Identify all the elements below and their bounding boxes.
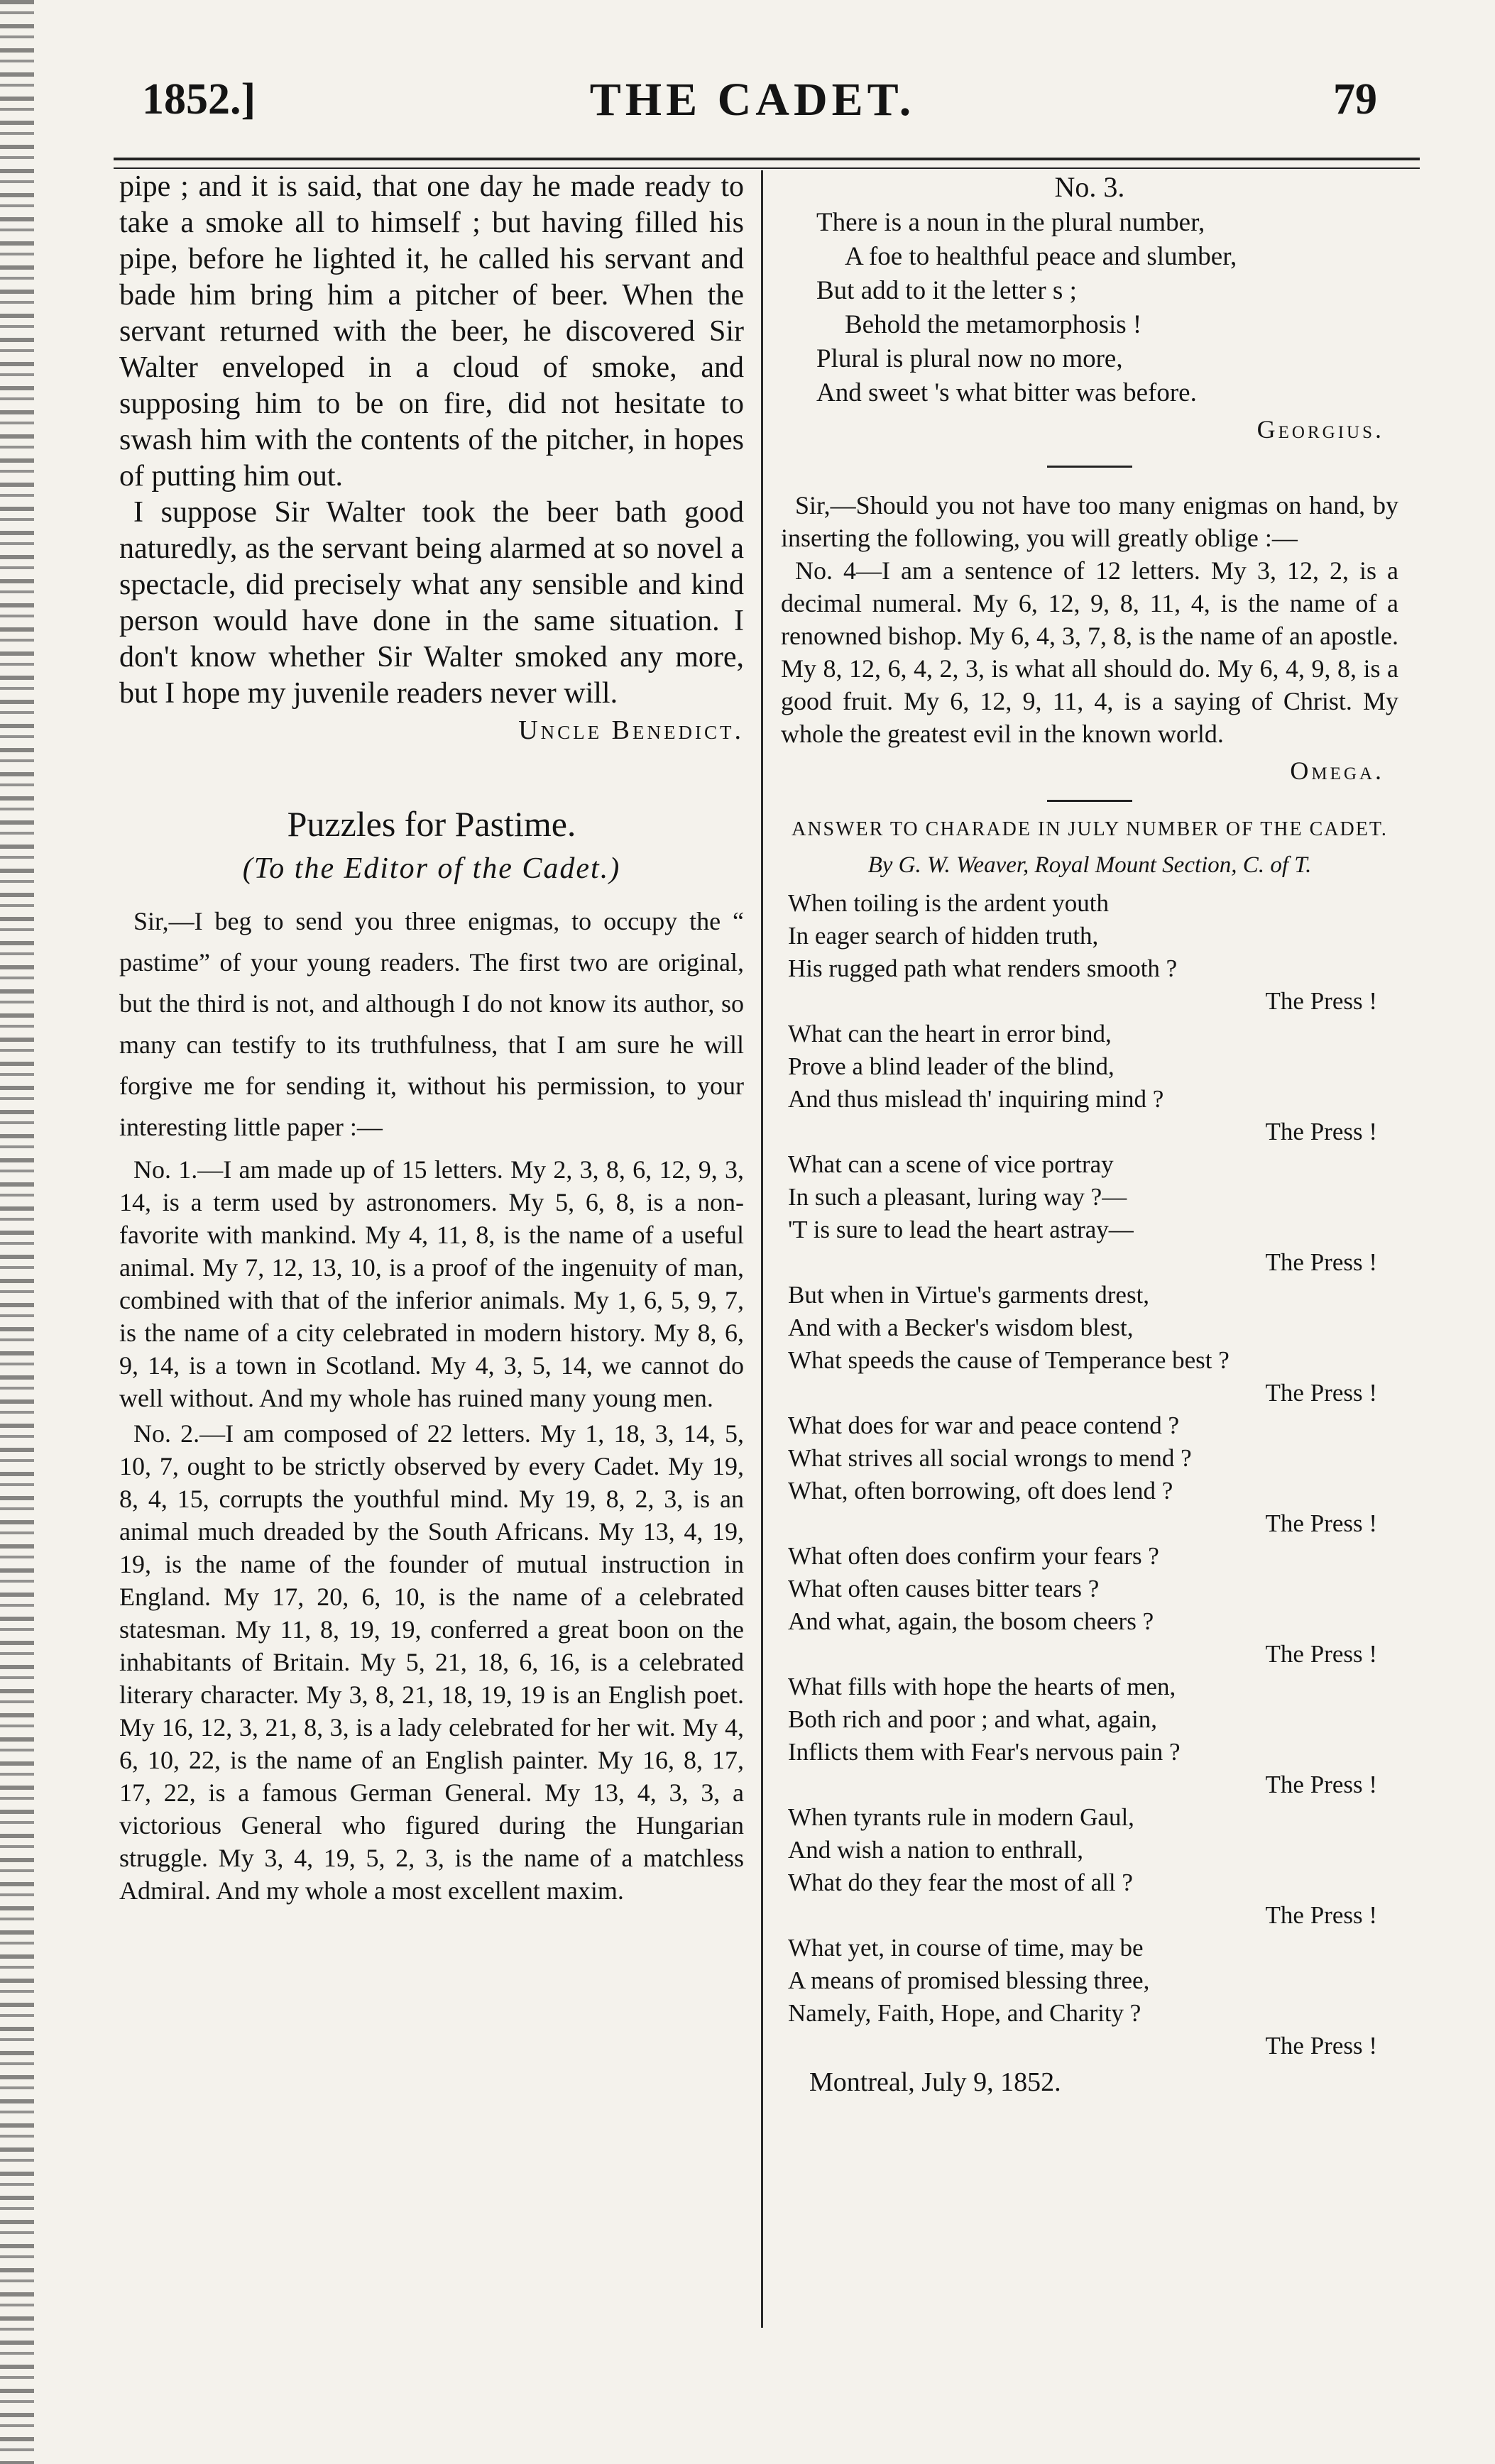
verse-line: What does for war and peace contend ? <box>788 1412 1179 1439</box>
story-paragraph: pipe ; and it is said, that one day he made ready to take a smoke all to himself ; but having filled his pipe, before he lighted it, he called his servant and bade him bring him a pitcher of beer. When the servant returned with the beer, he discovered Sir Walter enveloped in a cloud of smoke, and supposing him to be on fire, did not hesitate to swash him with the contents of the pitcher, in hopes of putting him out. <box>119 170 744 493</box>
story-signature: Uncle Benedict. <box>518 715 744 745</box>
enigma-2: No. 2.—I am composed of 22 letters. My 1, 18, 3, 14, 5, 10, 7, ought to be strictly observed by every Cadet. My 19, 8, 4, 15, corrupts the youthful mind. My 19, 8, 2, 3, is an animal much dreaded by the South Africans. My 13, 4, 19, 19, is the name of the founder of mutual instruction in England. My 17, 20, 6, 10, is the name of a celebrated statesman. My 11, 8, 19, 19, conferred a great boon on the inhabitants of Britain. My 5, 21, 18, 6, 16, is a celebrated literary character. My 3, 8, 21, 18, 19, 19 is an English poet. My 16, 12, 3, 21, 8, 3, is a lady celebrated for her wit. My 4, 6, 10, 22, is the name of an English painter. My 16, 8, 17, 17, 22, is a famous German General. My 13, 4, 3, 3, a victorious General who figured during the Hungarian struggle. My 3, 4, 19, 5, 2, 3, is the name of a matchless Admiral. And my whole a most excellent maxim. <box>119 1419 744 1905</box>
refrain: The Press ! <box>1265 1640 1377 1668</box>
verse-line: Both rich and poor ; and what, again, <box>788 1705 1158 1733</box>
stanza <box>788 1148 1398 1279</box>
section-heading: Puzzles for Pastime. <box>287 804 576 844</box>
refrain: The Press ! <box>1265 1901 1377 1929</box>
verse-line: What strives all social wrongs to mend ? <box>788 1444 1192 1472</box>
stanza <box>788 1540 1398 1671</box>
page-binding-edge <box>0 0 34 2464</box>
verse-line: And thus mislead th' inquiring mind ? <box>788 1085 1164 1113</box>
header-title: THE CADET. <box>589 74 916 126</box>
section-subheading: (To the Editor of the Cadet.) <box>242 852 621 885</box>
dateline: Montreal, July 9, 1852. <box>809 2067 1061 2097</box>
enigma-3-label: No. 3. <box>1054 171 1125 203</box>
refrain: The Press ! <box>1265 1248 1377 1276</box>
omega-letter: Sir,—Should you not have too many enigmas on hand, by inserting the following, you will greatly oblige :— <box>781 491 1398 552</box>
verse-line: When tyrants rule in modern Gaul, <box>788 1803 1134 1831</box>
verse-line: Prove a blind leader of the blind, <box>788 1052 1115 1080</box>
refrain: The Press ! <box>1265 1771 1377 1798</box>
verse-line: What do they fear the most of all ? <box>788 1869 1133 1896</box>
right-column <box>781 169 1398 2099</box>
verse-line: 'T is sure to lead the heart astray— <box>788 1216 1134 1243</box>
stanza <box>788 1801 1398 1932</box>
verse-line: Namely, Faith, Hope, and Charity ? <box>788 1999 1141 2027</box>
refrain: The Press ! <box>1265 1509 1377 1537</box>
stanza <box>788 1932 1398 2062</box>
header-year: 1852.] <box>142 75 256 123</box>
stanza <box>788 1018 1398 1148</box>
stanza <box>788 1409 1398 1540</box>
refrain: The Press ! <box>1265 1118 1377 1145</box>
left-column <box>119 169 744 1907</box>
verse-line: Behold the metamorphosis ! <box>845 310 1142 339</box>
verse-line: What often does confirm your fears ? <box>788 1542 1159 1570</box>
refrain: The Press ! <box>1265 2032 1377 2059</box>
verse-line: What yet, in course of time, may be <box>788 1934 1144 1962</box>
verse-line: In eager search of hidden truth, <box>788 922 1099 950</box>
verse-line: When toiling is the ardent youth <box>788 889 1109 917</box>
verse-line: In such a pleasant, luring way ?— <box>788 1183 1127 1211</box>
refrain: The Press ! <box>1265 1379 1377 1407</box>
answer-byline: By G. W. Weaver, Royal Mount Section, C. of T. <box>867 852 1312 878</box>
story-paragraph: I suppose Sir Walter took the beer bath good naturedly, as the servant being alarmed at so novel a spectacle, did precisely what any sensible and kind person would have done in the same situation. I don't know whether Sir Walter smoked any more, but I hope my juvenile readers never will. <box>119 496 744 710</box>
enigma-3-signature: Georgius. <box>1256 415 1384 444</box>
verse-line: A means of promised blessing three, <box>788 1967 1150 1994</box>
stanza <box>788 1279 1398 1409</box>
stanza <box>788 1671 1398 1801</box>
verse-line: But add to it the letter s ; <box>816 276 1077 305</box>
enigma-4-signature: Omega. <box>1290 757 1384 785</box>
enigma-3-verse <box>781 206 1398 410</box>
verse-line: What often causes bitter tears ? <box>788 1575 1100 1602</box>
verse-line: And what, again, the bosom cheers ? <box>788 1607 1154 1635</box>
enigma-4: No. 4—I am a sentence of 12 letters. My 3, 12, 2, is a decimal numeral. My 6, 12, 9, 8, 11, 4, is the name of a renowned bishop. My 6, 4, 3, 7, 8, is the name of an apostle. My 8, 12, 6, 4, 2, 3, is what all should do. My 6, 4, 9, 8, is a good fruit. My 6, 12, 9, 11, 4, is a saying of Christ. My whole the greatest evil in the known world. <box>781 556 1398 748</box>
editor-letter: Sir,—I beg to send you three enigmas, to occupy the “ pastime” of your young readers. The first two are original, but the third is not, and although I do not know its author, so many can testify to its truthfulness, that I am sure he will forgive me for sending it, without his permission, to your interesting little paper :— <box>119 907 744 1141</box>
answer-poem <box>781 887 1398 2062</box>
verse-line: And sweet 's what bitter was before. <box>816 378 1197 407</box>
column-divider <box>761 170 763 2328</box>
verse-line: But when in Virtue's garments drest, <box>788 1281 1150 1309</box>
verse-line: And with a Becker's wisdom blest, <box>788 1314 1134 1341</box>
verse-line: His rugged path what renders smooth ? <box>788 955 1178 982</box>
verse-line: Inflicts them with Fear's nervous pain ? <box>788 1738 1181 1766</box>
header-page-number: 79 <box>1333 75 1377 123</box>
page-header <box>114 67 1391 153</box>
verse-line: And wish a nation to enthrall, <box>788 1836 1084 1864</box>
section-rule <box>1047 466 1132 468</box>
verse-line: There is a noun in the plural number, <box>816 208 1205 237</box>
verse-line: What speeds the cause of Temperance best ? <box>788 1346 1230 1374</box>
stanza <box>788 887 1398 1018</box>
section-rule <box>1047 800 1132 802</box>
verse-line: A foe to healthful peace and slumber, <box>845 242 1237 271</box>
verse-line: What can the heart in error bind, <box>788 1020 1112 1047</box>
enigma-1: No. 1.—I am made up of 15 letters. My 2, 3, 8, 6, 12, 9, 3, 14, is a term used by astronomers. My 5, 6, 8, is a non-favorite with mankind. My 4, 11, 8, is the name of a useful animal. My 7, 12, 13, 10, is a proof of the ingenuity of man, combined with that of the inferior animals. My 1, 6, 5, 9, 7, is the name of a city celebrated in modern history. My 8, 6, 9, 14, is a town in Scotland. My 4, 3, 5, 14, we cannot do well without. And my whole has ruined many young men. <box>119 1155 744 1412</box>
verse-line: What can a scene of vice portray <box>788 1150 1114 1178</box>
verse-line: What, often borrowing, oft does lend ? <box>788 1477 1173 1505</box>
verse-line: Plural is plural now no more, <box>816 344 1123 373</box>
refrain: The Press ! <box>1265 987 1377 1015</box>
header-rule <box>114 158 1420 169</box>
answer-heading: ANSWER TO CHARADE IN JULY NUMBER OF THE CADET. <box>792 818 1388 840</box>
verse-line: What fills with hope the hearts of men, <box>788 1673 1176 1700</box>
